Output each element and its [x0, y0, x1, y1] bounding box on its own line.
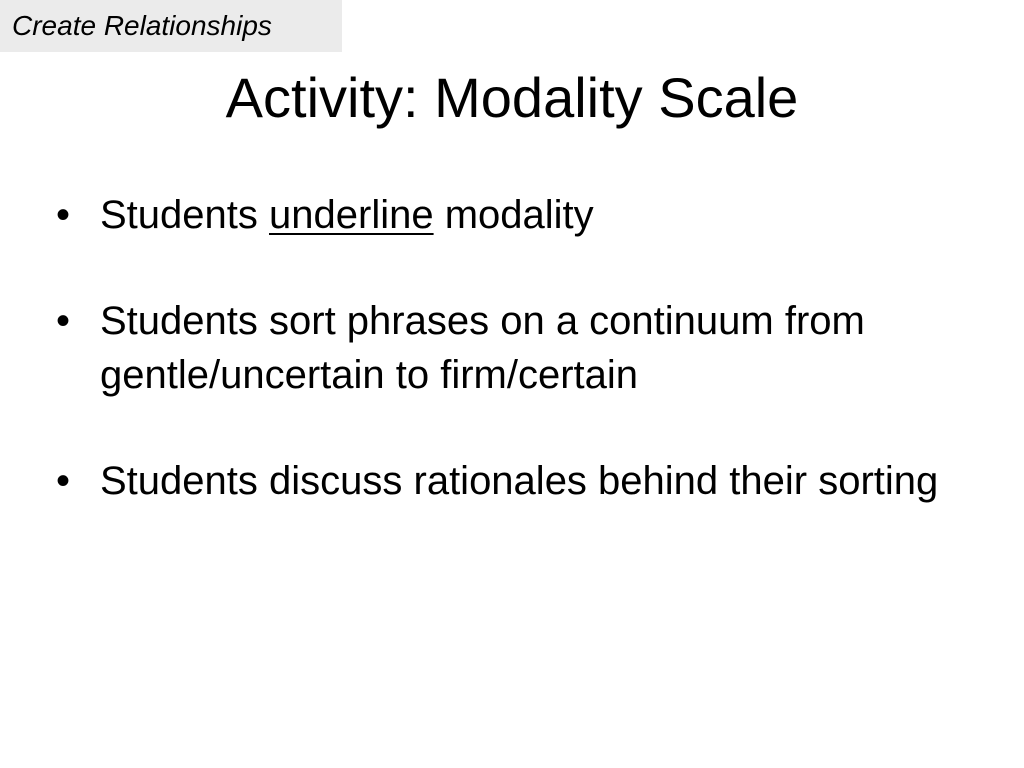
section-label: Create Relationships	[0, 0, 342, 52]
bullet-item	[56, 454, 956, 508]
bullet-item	[56, 188, 956, 242]
slide-title: Activity: Modality Scale	[225, 66, 799, 129]
bullet-text: Students sort phrases on a continuum from gentle/uncertain to firm/certain	[100, 299, 865, 397]
bullet-list	[56, 188, 956, 508]
bullet-dot-icon: •	[56, 459, 71, 503]
bullet-dot-icon: •	[56, 193, 71, 237]
bullet-text: Students discuss rationales behind their sorting	[100, 459, 939, 503]
bullet-dot-icon: •	[56, 299, 71, 343]
bullet-item	[56, 294, 956, 402]
bullet-text-underlined: underline	[269, 193, 434, 237]
bullet-text-suffix: modality	[433, 193, 594, 237]
bullet-text-prefix: Students	[100, 193, 270, 237]
